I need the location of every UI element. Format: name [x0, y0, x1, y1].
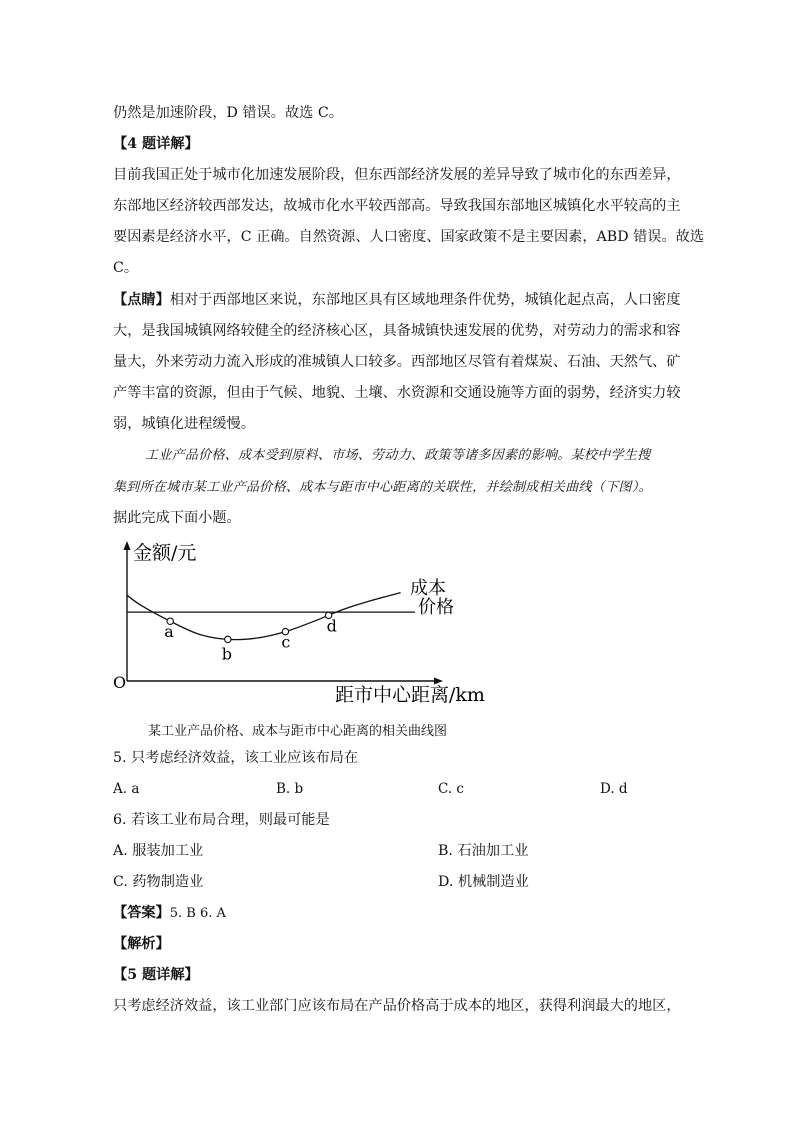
text-line: 要因素是经济水平，C 正确。自然资源、人口密度、国家政策不是主要因素，ABD 错误。故选 [113, 229, 705, 245]
section-heading: 【4 题详解】 [113, 136, 199, 152]
q6-option-c: C. 药物制造业 [113, 874, 204, 890]
chart-caption: 某工业产品价格、成本与距市中心距离的相关曲线图 [148, 724, 448, 739]
text-line: 东部地区经济较西部发达，故城市化水平较西部高。导致我国东部地区城镇化水平较高的主 [113, 198, 681, 214]
y-axis-arrow [124, 541, 131, 550]
text-line: 只考虑经济效益，该工业部门应该布局在产品价格高于成本的地区，获得利润最大的地区， [113, 998, 681, 1014]
x-axis-label: 距市中心距离/km [335, 684, 485, 706]
answer-line [113, 903, 226, 924]
point-label-c: c [281, 632, 291, 652]
series-label-price: 价格 [418, 597, 454, 618]
q5-option-d: D. d [600, 781, 628, 797]
series-label-cost: 成本 [410, 578, 446, 599]
point-b [225, 636, 231, 642]
intro-line: 集到所在城市某工业产品价格、成本与距市中心距离的关联性，并绘制成相关曲线（下图）。 [113, 480, 652, 495]
point-label-d: d [326, 616, 337, 636]
text-line: C。 [113, 260, 139, 276]
q6-option-a: A. 服装加工业 [113, 843, 204, 859]
question-5-stem: 5. 只考虑经济效益，该工业应该布局在 [113, 750, 359, 766]
dianjing-label: 【点睛】 [113, 292, 170, 308]
q5-detail-heading: 【5 题详解】 [113, 967, 199, 983]
point-label-b: b [221, 644, 233, 664]
y-axis-label: 金额/元 [133, 542, 197, 564]
intro-line: 工业产品价格、成本受到原料、市场、劳动力、政策等诸多因素的影响。某校中学生搜 [145, 448, 651, 463]
answer-label: 【答案】 [113, 905, 170, 921]
text-line: 目前我国正处于城市化加速发展阶段，但东西部经济发展的差异导致了城市化的东西差异， [113, 167, 681, 183]
origin-label: O [113, 673, 127, 692]
q6-option-d: D. 机械制造业 [438, 874, 529, 890]
q5-option-b: B. b [276, 781, 304, 797]
text-line: 产等丰富的资源，但由于气候、地貌、土壤、水资源和交通设施等方面的弱势，经济实力较 [113, 385, 681, 401]
dianjing-first-line [113, 290, 681, 310]
text-line: 相对于西部地区来说，东部地区具有区域地理条件优势，城镇化起点高，人口密度 [169, 292, 681, 308]
analysis-heading: 【解析】 [113, 936, 170, 952]
text-line: 大，是我国城镇网络较健全的经济核心区，具备城镇快速发展的优势，对劳动力的需求和容 [113, 323, 681, 339]
cost-price-chart [105, 535, 505, 715]
text-line: 仍然是加速阶段，D 错误。故选 C。 [113, 105, 343, 121]
q6-option-b: B. 石油加工业 [438, 843, 529, 859]
question-6-stem: 6. 若该工业布局合理，则最可能是 [113, 812, 330, 828]
point-label-a: a [164, 622, 174, 642]
text-line: 弱，城镇化进程缓慢。 [113, 416, 255, 432]
answer-text: 5. B 6. A [169, 906, 226, 921]
intro-line: 据此完成下面小题。 [113, 510, 241, 526]
q5-option-a: A. a [113, 781, 140, 797]
q5-option-c: C. c [438, 781, 464, 797]
text-line: 量大，外来劳动力流入形成的准城镇人口较多。西部地区尽管有着煤炭、石油、天然气、矿 [113, 354, 681, 370]
